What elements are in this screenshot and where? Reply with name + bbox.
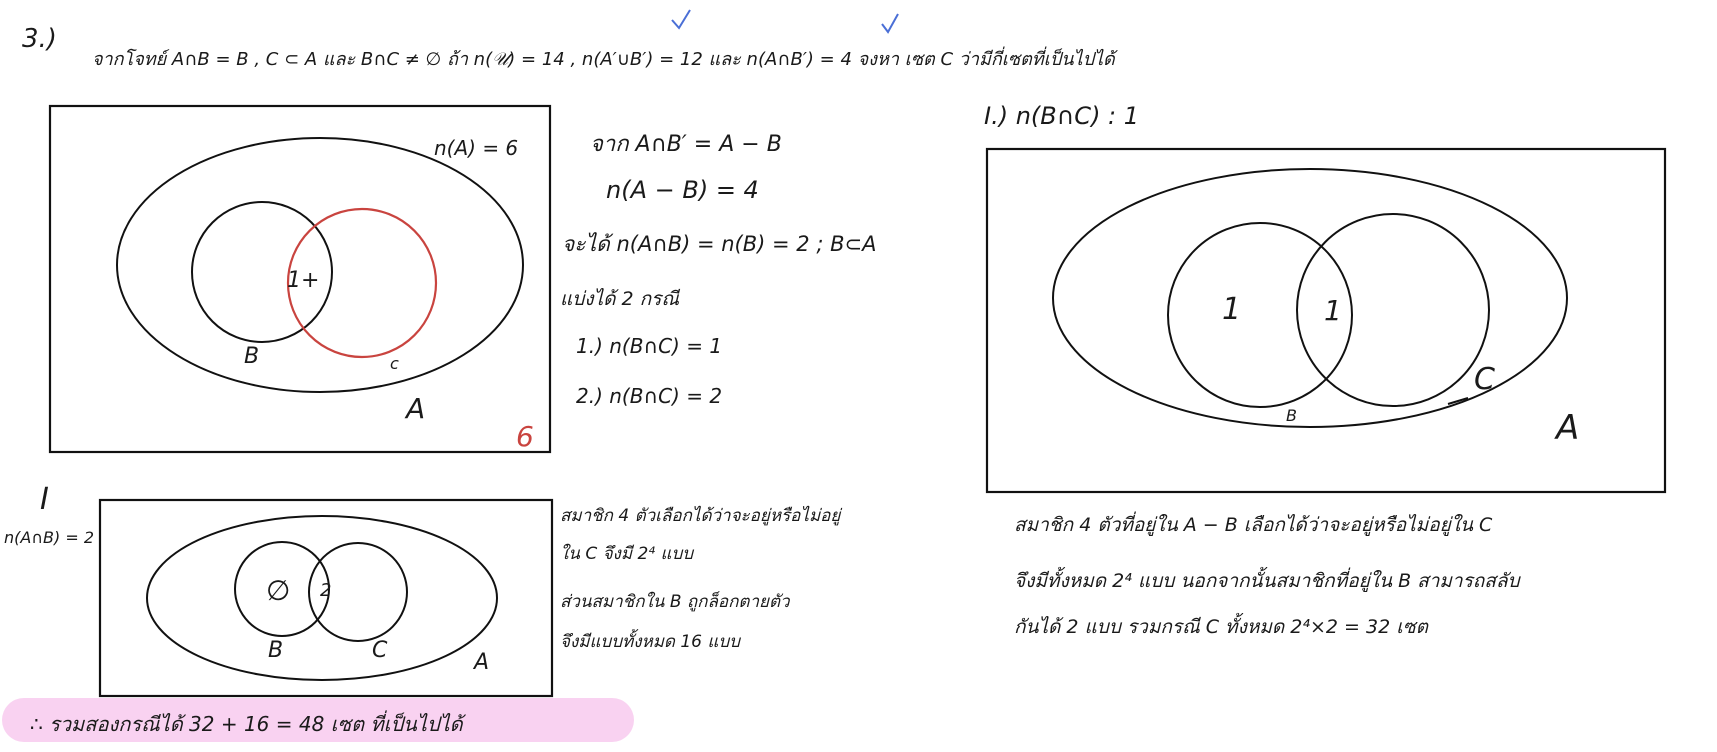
case1-note-2: จึงมีทั้งหมด 2⁴ แบบ นอกจากนั้นสมาชิกที่อยู่ใน B สามารถสลับ <box>1014 570 1520 592</box>
case2-a-label: A <box>474 650 490 675</box>
main-intersection-label: 1+ <box>287 268 320 293</box>
case2-intersection: 2 <box>320 580 332 601</box>
case1-b-only: 1 <box>1222 292 1242 327</box>
work-case-2: 2.) n(B∩C) = 2 <box>576 384 723 408</box>
problem-number: 3.) <box>22 24 57 54</box>
work-line-3: จะได้ n(A∩B) = n(B) = 2 ; B⊂A <box>562 232 877 256</box>
checkmark-icon <box>672 10 690 28</box>
checkmark-icon-2 <box>882 14 898 32</box>
case2-roman: I <box>40 482 49 517</box>
case1-note-1: สมาชิก 4 ตัวที่อยู่ใน A − B เลือกได้ว่าจะอยู่หรือไม่อยู่ใน C <box>1014 514 1493 536</box>
main-a-label: A <box>406 392 426 425</box>
conclusion-text: ∴ รวมสองกรณีได้ 32 + 16 = 48 เซต ที่เป็นไปได้ <box>30 712 463 736</box>
problem-statement: จากโจทย์ A∩B = B , C ⊂ A และ B∩C ≠ ∅ ถ้า n(𝒰) = 14 , n(A′∪B′) = 12 และ n(A∩B′) = 4 จงหา เซต C ว่ามีกี่เซตที่เป็นไปได้ <box>92 49 1115 70</box>
main-outside-count: 6 <box>516 420 534 453</box>
case2-note-3: ส่วนสมาชิกใน B ถูกล็อกตายตัว <box>560 592 790 612</box>
case1-intersection: 1 <box>1324 294 1342 327</box>
case2-note-1: สมาชิก 4 ตัวเลือกได้ว่าจะอยู่หรือไม่อยู่ <box>560 506 841 526</box>
case2-note-4: จึงมีแบบทั้งหมด 16 แบบ <box>560 632 740 652</box>
work-line-1: จาก A∩B′ = A − B <box>590 132 782 157</box>
set-a-ellipse-main <box>117 138 523 392</box>
main-c-label: c <box>390 354 399 373</box>
work-line-2: n(A − B) = 4 <box>606 176 759 204</box>
work-line-4: แบ่งได้ 2 กรณี <box>560 288 679 310</box>
case1-note-3: กันได้ 2 แบบ รวมกรณี C ทั้งหมด 2⁴×2 = 32 เซต <box>1014 616 1428 638</box>
work-case-1: 1.) n(B∩C) = 1 <box>576 334 723 358</box>
case1-b-label: B <box>1286 406 1297 425</box>
case2-b-label: B <box>268 638 284 663</box>
case2-b-only: ∅ <box>266 574 291 607</box>
case2-note-2: ใน C จึงมี 2⁴ แบบ <box>560 544 694 564</box>
main-b-label: B <box>244 344 260 369</box>
case2-condition: n(A∩B) = 2 <box>4 528 95 547</box>
case1-a-label: A <box>1556 408 1580 448</box>
case1-c-label: C <box>1474 362 1495 397</box>
case1-heading: I.) n(B∩C) : 1 <box>984 102 1140 130</box>
case2-c-label: C <box>372 638 388 663</box>
n-a-label: n(A) = 6 <box>434 136 519 160</box>
